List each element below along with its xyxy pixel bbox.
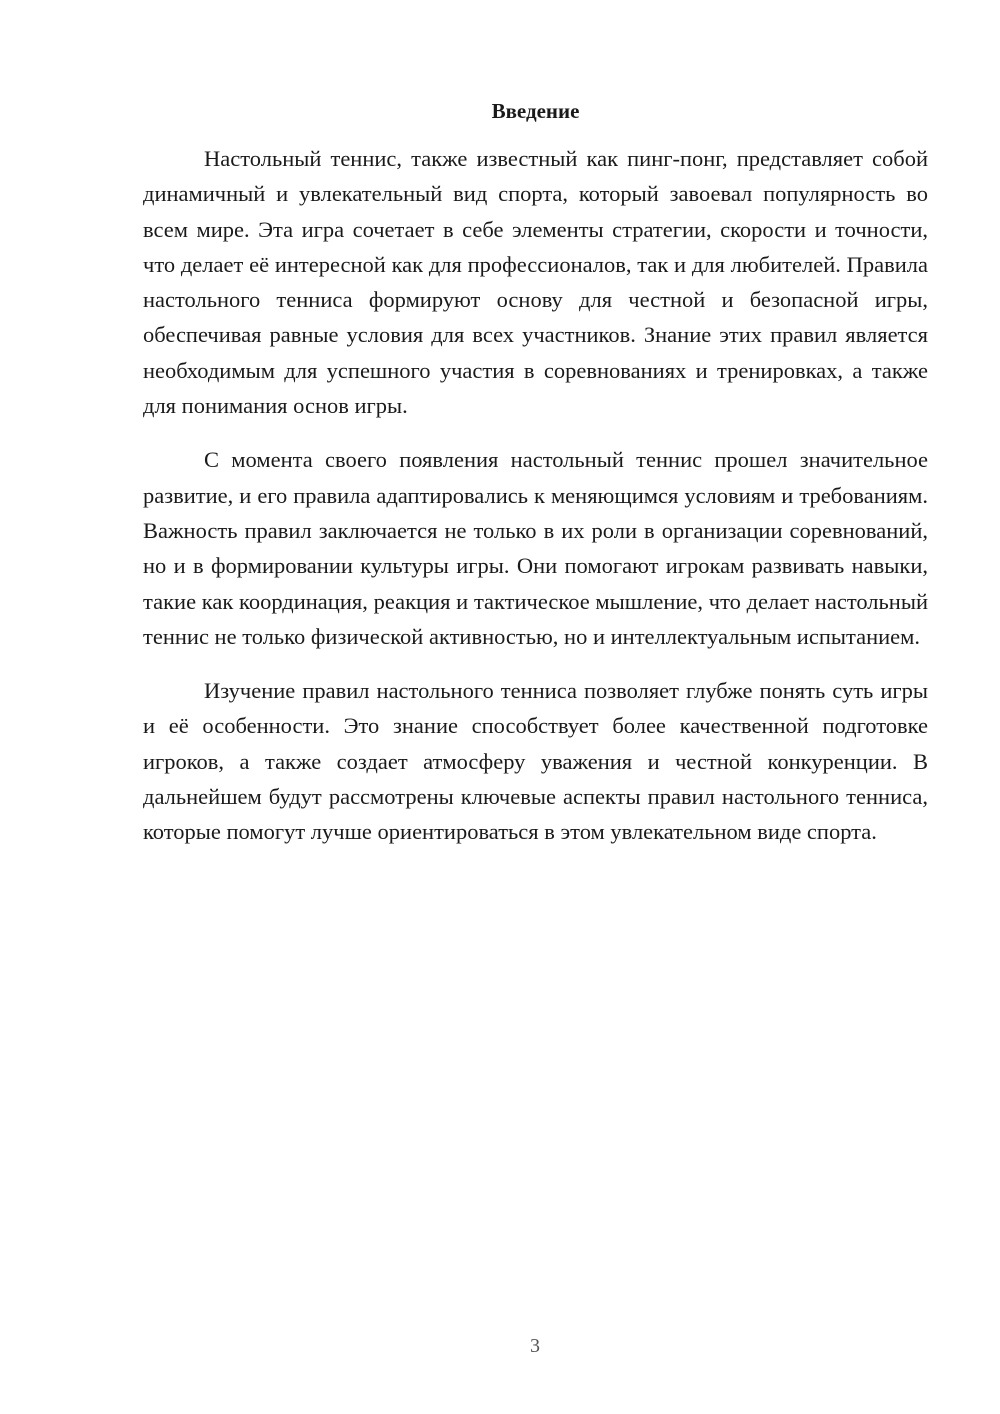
paragraph-history: С момента своего появления настольный теннис прошел значительное развитие, и его правила адаптировались к меняющимся условиям и требованиям. Важность правил заключается не только в их роли в организации соревнований, но и в формировании культуры игры. Они помогают игрокам развивать навыки, такие как координация, реакция и тактическое мышление, что делает настольный теннис не только физической активностью, но и интеллектуальным испытанием. <box>143 447 928 649</box>
body-text <box>143 141 928 869</box>
paragraph-study: Изучение правил настольного тенниса позволяет глубже понять суть игры и её особенности. Это знание способствует более качественной подготовке игроков, а также создает атмосферу уважения и честной конкуренции. В дальнейшем будут рассмотрены ключевые аспекты правил настольного тенниса, которые помогут лучше ориентироваться в этом увлекательном виде спорта. <box>143 678 928 845</box>
page-number: 3 <box>530 1335 540 1357</box>
section-heading: Введение <box>491 99 580 123</box>
paragraph-intro: Настольный теннис, также известный как пинг-понг, представляет собой динамичный и увлекательный вид спорта, который завоевал популярность во всем мире. Эта игра сочетает в себе элементы стратегии, скорости и точности, что делает её интересной как для профессионалов, так и для любителей. Правила настольного тенниса формируют основу для честной и безопасной игры, обеспечивая равные условия для всех участников. Знание этих правил является необходимым для успешного участия в соревнованиях и тренировках, а также для понимания основ игры. <box>143 146 928 419</box>
